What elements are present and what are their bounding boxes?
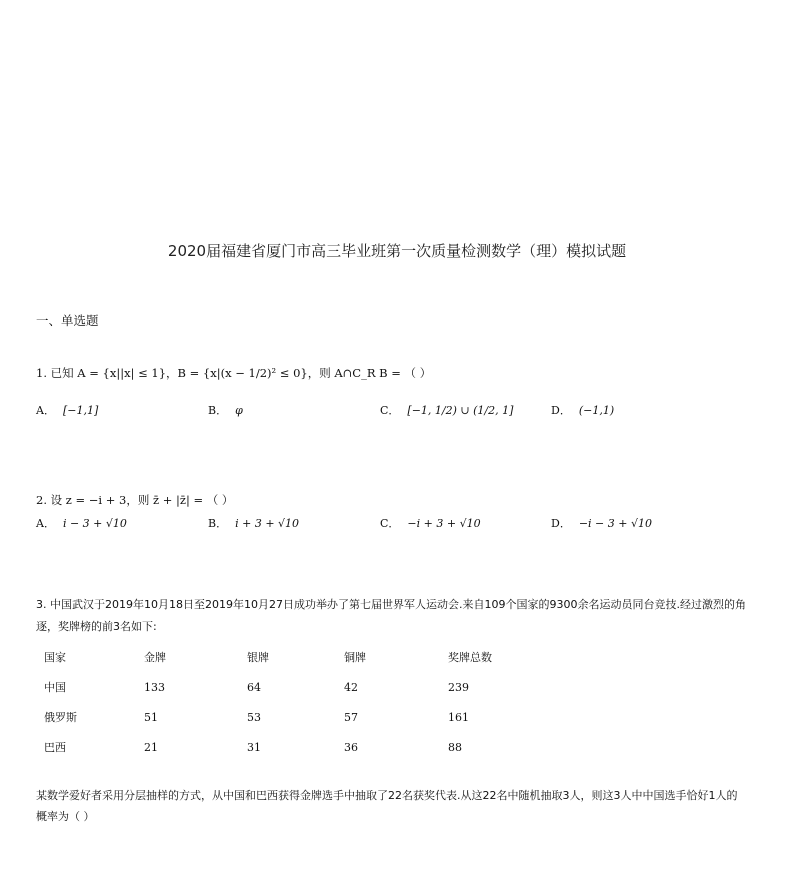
- q1-option-d-text: (−1,1): [578, 404, 615, 417]
- q2-option-a-label: A．: [36, 517, 55, 530]
- q2-option-b: [208, 515, 299, 531]
- table-cell: 中国: [44, 681, 66, 694]
- q2-option-c-label: C．: [380, 517, 400, 530]
- table-cell: 21: [144, 740, 158, 754]
- question-1-stem: 1. 已知 A = {x||x| ≤ 1}，B = {x|(x − 1/2)² ≤ 0}，则 A∩C_R B = （ ）: [36, 366, 432, 380]
- q2-option-b-label: B．: [208, 517, 228, 530]
- q2-option-d-text: −i − 3 + √10: [578, 517, 652, 530]
- table-cell: 巴西: [44, 741, 66, 754]
- table-cell: 42: [344, 680, 358, 694]
- q2-option-d-label: D．: [551, 517, 571, 530]
- q2-option-a-text: i − 3 + √10: [62, 517, 127, 530]
- medal-table: [36, 642, 568, 762]
- q2-option-c-text: −i + 3 + √10: [407, 517, 481, 530]
- question-3-paragraph-2: 概率为（ ）: [36, 810, 95, 823]
- question-3-line-2: 逐，奖牌榜的前3名如下:: [36, 620, 157, 633]
- table-cell: 161: [448, 710, 469, 724]
- q1-option-a: [36, 402, 98, 418]
- q1-option-a-text: [−1,1]: [62, 404, 99, 417]
- table-cell: 俄罗斯: [44, 711, 77, 724]
- table-cell: 51: [144, 710, 158, 724]
- q2-option-c: [380, 515, 481, 531]
- table-cell: 36: [344, 740, 358, 754]
- table-header: 国家: [44, 651, 66, 664]
- table-cell: 64: [247, 680, 261, 694]
- table-cell: 88: [448, 740, 462, 754]
- section-heading: 一、单选题: [36, 313, 99, 328]
- question-3-paragraph-1: 某数学爱好者采用分层抽样的方式，从中国和巴西获得金牌选手中抽取了22名获奖代表.从这22名中随机抽取3人，则这3人中中国选手恰好1人的: [36, 789, 738, 802]
- table-header: 银牌: [247, 651, 269, 664]
- table-row: [36, 672, 568, 702]
- table-cell: 31: [247, 740, 261, 754]
- q2-option-b-text: i + 3 + √10: [235, 517, 300, 530]
- table-cell: 133: [144, 680, 165, 694]
- table-header: 铜牌: [344, 651, 366, 664]
- q1-option-d: [551, 402, 614, 418]
- q1-option-c: [380, 402, 513, 418]
- table-header-row: [36, 642, 568, 672]
- table-header: 奖牌总数: [448, 651, 492, 664]
- table-header: 金牌: [144, 651, 166, 664]
- table-row: [36, 702, 568, 732]
- question-3-line-1: 3. 中国武汉于2019年10月18日至2019年10月27日成功举办了第七届世界军人运动会.来自109个国家的9300余名运动员同台竞技.经过激烈的角: [36, 598, 746, 611]
- question-2-stem: 2. 设 z = −i + 3，则 z̄ + |z̄| = （ ）: [36, 493, 234, 507]
- q1-option-a-label: A．: [36, 404, 55, 417]
- q2-option-a: [36, 515, 127, 531]
- q1-option-c-label: C．: [380, 404, 400, 417]
- q1-option-b: [208, 402, 243, 418]
- table-cell: 57: [344, 710, 358, 724]
- q1-option-b-label: B．: [208, 404, 228, 417]
- q1-option-b-text: φ: [235, 404, 243, 417]
- q1-option-c-text: [−1, 1/2) ∪ (1/2, 1]: [407, 404, 514, 417]
- q2-option-d: [551, 515, 652, 531]
- q1-option-d-label: D．: [551, 404, 571, 417]
- table-cell: 239: [448, 680, 469, 694]
- table-cell: 53: [247, 710, 261, 724]
- table-row: [36, 732, 568, 762]
- page-title: 2020届福建省厦门市高三毕业班第一次质量检测数学（理）模拟试题: [167, 242, 627, 260]
